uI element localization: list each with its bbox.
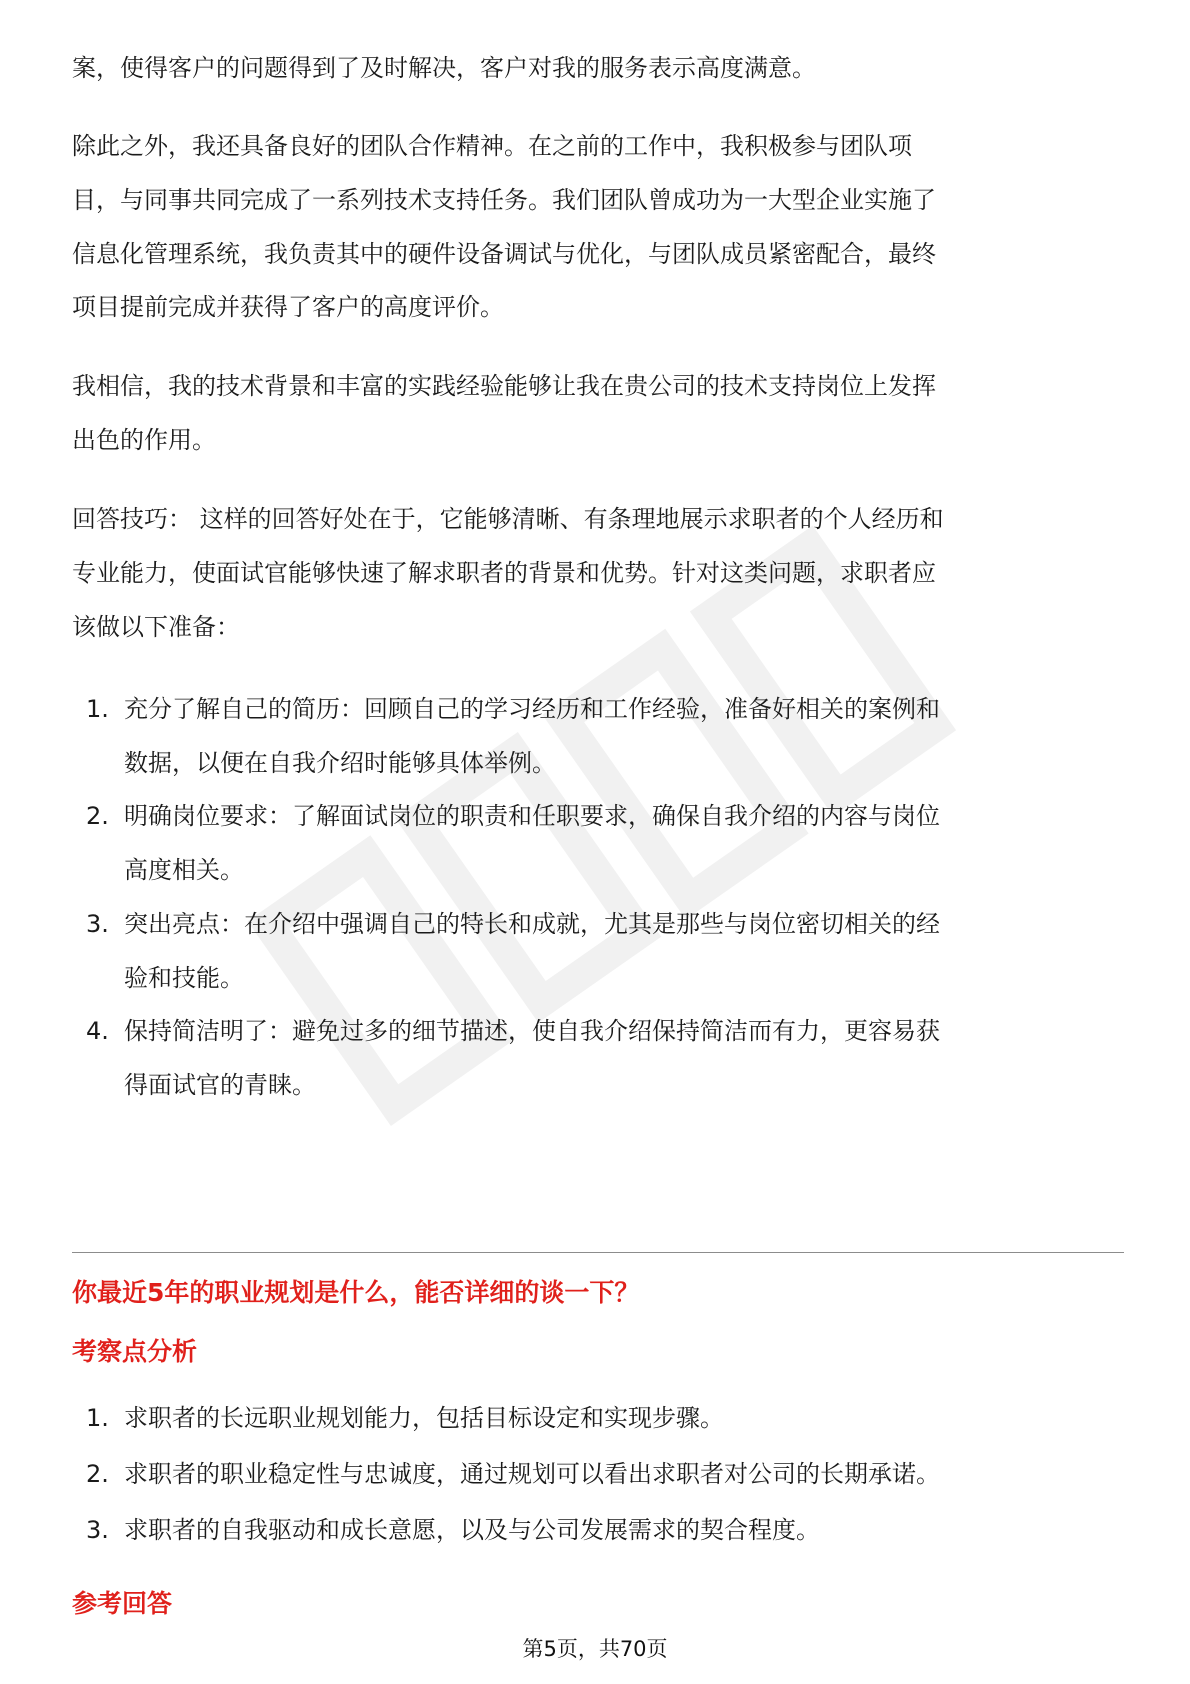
paragraph-line: 该做以下准备： (72, 613, 240, 641)
page-footer: 第5页，共70页 (522, 1637, 668, 1661)
paragraph-line: 目，与同事共同完成了一系列技术支持任务。我们团队曾成功为一大型企业实施了 (72, 186, 936, 214)
list-text: 高度相关。 (124, 856, 244, 884)
paragraph-line: 信息化管理系统，我负责其中的硬件设备调试与优化，与团队成员紧密配合，最终 (72, 240, 936, 268)
section-divider (72, 1252, 1124, 1253)
list-text: 数据，以便在自我介绍时能够具体举例。 (124, 749, 556, 777)
list-text: 保持简洁明了：避免过多的细节描述，使自我介绍保持简洁而有力，更容易获 (124, 1017, 940, 1045)
list-text: 突出亮点：在介绍中强调自己的特长和成就，尤其是那些与岗位密切相关的经 (124, 910, 940, 938)
list-text: 验和技能。 (124, 964, 244, 992)
list-number: 1. (86, 695, 109, 723)
analysis-heading: 考察点分析 (72, 1337, 198, 1366)
list-number: 1. (86, 1404, 109, 1432)
list-number: 2. (86, 802, 109, 830)
paragraph-line: 项目提前完成并获得了客户的高度评价。 (72, 293, 504, 321)
paragraph-line: 案，使得客户的问题得到了及时解决，客户对我的服务表示高度满意。 (72, 54, 816, 82)
list-number: 2. (86, 1460, 109, 1488)
paragraph-line: 专业能力，使面试官能够快速了解求职者的背景和优势。针对这类问题，求职者应 (72, 559, 936, 587)
list-text: 明确岗位要求：了解面试岗位的职责和任职要求，确保自我介绍的内容与岗位 (124, 802, 940, 830)
list-number: 3. (86, 910, 109, 938)
list-text: 求职者的自我驱动和成长意愿，以及与公司发展需求的契合程度。 (124, 1516, 820, 1544)
paragraph-line: 除此之外，我还具备良好的团队合作精神。在之前的工作中，我积极参与团队项 (72, 132, 912, 160)
list-text: 得面试官的青睐。 (124, 1071, 316, 1099)
list-number: 4. (86, 1017, 109, 1045)
paragraph-line: 我相信，我的技术背景和丰富的实践经验能够让我在贵公司的技术支持岗位上发挥 (72, 372, 936, 400)
paragraph-line: 回答技巧： 这样的回答好处在于，它能够清晰、有条理地展示求职者的个人经历和 (72, 505, 944, 533)
answer-heading: 参考回答 (72, 1589, 173, 1618)
list-text: 求职者的职业稳定性与忠诚度，通过规划可以看出求职者对公司的长期承诺。 (124, 1460, 940, 1488)
list-text: 充分了解自己的简历：回顾自己的学习经历和工作经验，准备好相关的案例和 (124, 695, 940, 723)
question-heading: 你最近5年的职业规划是什么，能否详细的谈一下？ (72, 1278, 640, 1307)
list-number: 3. (86, 1516, 109, 1544)
paragraph-line: 出色的作用。 (72, 426, 216, 454)
list-text: 求职者的长远职业规划能力，包括目标设定和实现步骤。 (124, 1404, 724, 1432)
